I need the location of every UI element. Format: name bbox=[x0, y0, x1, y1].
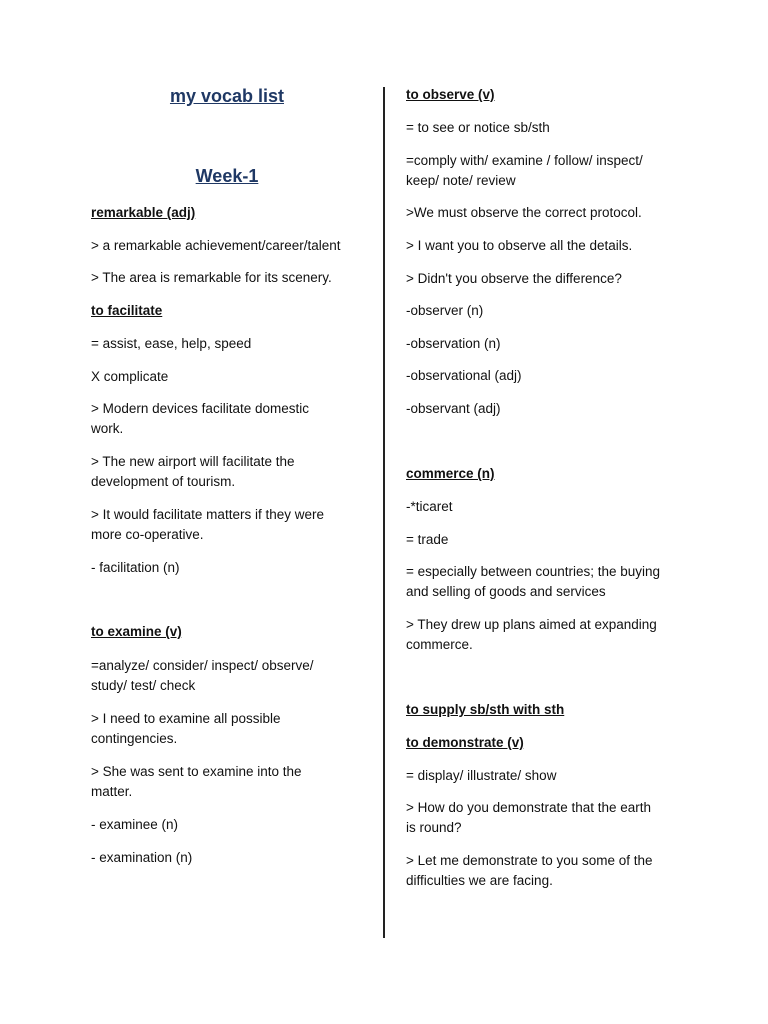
vocab-term-heading: to observe (v) bbox=[406, 87, 495, 102]
vocab-note-line: - examination (n) bbox=[91, 850, 193, 865]
week-heading: Week-1 bbox=[195, 166, 259, 186]
vocab-note-line: -observation (n) bbox=[406, 336, 501, 351]
vocab-note-line: = display/ illustrate/ show bbox=[406, 768, 557, 783]
vocab-note-line: > Didn't you observe the difference? bbox=[406, 271, 622, 286]
vocab-note-line: > How do you demonstrate that the earth bbox=[406, 800, 652, 815]
vocab-term-heading: to examine (v) bbox=[91, 624, 182, 639]
vocab-note-line: > The new airport will facilitate the bbox=[91, 454, 295, 469]
vocab-term-heading: to supply sb/sth with sth bbox=[406, 702, 565, 717]
vocab-note-line: -observational (adj) bbox=[406, 368, 522, 383]
vocab-note-line: > I want you to observe all the details. bbox=[406, 238, 633, 253]
vocab-term-heading: to facilitate bbox=[91, 303, 163, 318]
vocab-note-line: development of tourism. bbox=[91, 474, 236, 489]
vocab-note-line: keep/ note/ review bbox=[406, 173, 516, 188]
vocab-term-heading: remarkable (adj) bbox=[91, 205, 196, 220]
vocab-note-line: -*ticaret bbox=[406, 499, 453, 514]
vocab-note-line: = trade bbox=[406, 532, 449, 547]
vocab-note-line: -observant (adj) bbox=[406, 401, 501, 416]
vocab-note-line: > I need to examine all possible bbox=[91, 711, 281, 726]
vocab-note-line: -observer (n) bbox=[406, 303, 484, 318]
vocab-note-line: commerce. bbox=[406, 637, 473, 652]
vocab-note-line: is round? bbox=[406, 820, 462, 835]
vocab-note-line: difficulties we are facing. bbox=[406, 873, 553, 888]
vocab-note-line: study/ test/ check bbox=[91, 678, 196, 693]
vocab-note-line: > Modern devices facilitate domestic bbox=[91, 401, 309, 416]
vocab-note-line: X complicate bbox=[91, 369, 169, 384]
vocab-note-line: work. bbox=[91, 421, 124, 436]
vocab-note-line: =analyze/ consider/ inspect/ observe/ bbox=[91, 658, 314, 673]
vocab-note-line: > The area is remarkable for its scenery. bbox=[91, 270, 332, 285]
vocab-note-line: >We must observe the correct protocol. bbox=[406, 205, 642, 220]
vocab-note-line: matter. bbox=[91, 784, 133, 799]
vocab-term-heading: commerce (n) bbox=[406, 466, 495, 481]
vocab-note-line: - facilitation (n) bbox=[91, 560, 180, 575]
vocab-note-line: > It would facilitate matters if they were bbox=[91, 507, 324, 522]
vocab-note-line: > Let me demonstrate to you some of the bbox=[406, 853, 653, 868]
page-title: my vocab list bbox=[169, 86, 285, 106]
vocab-note-line: = assist, ease, help, speed bbox=[91, 336, 252, 351]
vocab-note-line: > a remarkable achievement/career/talent bbox=[91, 238, 341, 253]
vocab-note-line: and selling of goods and services bbox=[406, 584, 606, 599]
vocab-note-line: =comply with/ examine / follow/ inspect/ bbox=[406, 153, 643, 168]
vocab-note-line: contingencies. bbox=[91, 731, 178, 746]
vocab-note-line: > She was sent to examine into the bbox=[91, 764, 302, 779]
vocab-note-line: = to see or notice sb/sth bbox=[406, 120, 550, 135]
vocab-note-line: > They drew up plans aimed at expanding bbox=[406, 617, 657, 632]
vocab-note-line: = especially between countries; the buying bbox=[406, 564, 661, 579]
vocab-note-line: - examinee (n) bbox=[91, 817, 179, 832]
column-divider bbox=[383, 87, 385, 938]
vocab-term-heading: to demonstrate (v) bbox=[406, 735, 524, 750]
vocab-note-line: more co-operative. bbox=[91, 527, 204, 542]
